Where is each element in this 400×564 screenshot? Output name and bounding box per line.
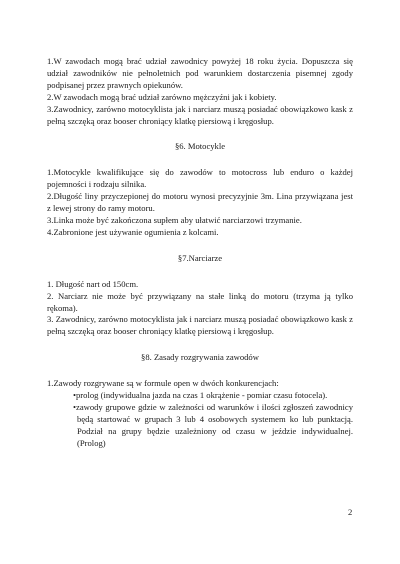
rule-6-1: 1.Motocykle kwalifikujące się do zawodów to motocross lub enduro o każdej pojemności i rodzaju silnika. xyxy=(47,167,353,190)
rule-7-1: 1. Długość nart od 150cm. xyxy=(47,278,139,289)
rule-6-3: 3.Linka może być zakończona supłem aby ułatwić narciarzowi trzymanie. xyxy=(47,214,302,225)
bullet-group-race: •zawody grupowe gdzie w zależności od warunków i ilości zgłoszeń zawodnicy będą startować w grupach 3 lub 4 osobowych systemem ko lub punktacją. Podział na grupy będzie uzależniony od czasu w jeździe indywidualnej. (Prolog) xyxy=(73,401,353,448)
competition-list xyxy=(47,390,353,450)
rule-6-2: 2.Długość liny przyczepionej do motoru wynosi precyzyjnie 3m. Lina przywiązana jest z lewej strony do ramy motoru. xyxy=(47,191,353,214)
section-8-rules xyxy=(47,378,353,449)
document-page xyxy=(47,56,353,450)
section-6-rules xyxy=(47,167,353,238)
rule-6-4: 4.Zabronione jest używanie ogumienia z kolcami. xyxy=(47,226,219,237)
rule-7-3: 3. Zawodnicy, zarówno motocyklista jak i narciarz muszą posiadać obowiązkowo kask z pełną szczęką oraz booser chroniący klatkę piersiową i kręgosłup. xyxy=(47,314,353,337)
bullet-prolog: •prolog (indywidualna jazda na czas 1 okrążenie - pomiar czasu fotocela). xyxy=(73,390,328,401)
rule-5-3: 3.Zawodnicy, zarówno motocyklista jak i narciarz muszą posiadać obowiązkowo kask z pełną szczęką oraz booser chroniący klatkę piersiową i kręgosłup. xyxy=(47,103,353,126)
section-7-rules xyxy=(47,279,353,339)
page-number: 2 xyxy=(348,507,353,517)
rule-8-intro: 1.Zawody rozgrywane są w formule open w dwóch konkurencjach: xyxy=(47,378,279,389)
rule-5-1: 1.W zawodach mogą brać udział zawodnicy powyżej 18 roku życia. Dopuszcza się udział zawodników nie pełnoletnich pod warunkiem dostarczenia pisemnej zgody podpisanej przez prawnych opiekunów. xyxy=(47,56,353,90)
rule-7-2: 2. Narciarz nie może być przywiązany na stałe linką do motoru (trzyma ją tylko rękoma). xyxy=(47,290,353,313)
section-6-heading: §6. Motocykle xyxy=(174,141,226,152)
section-5-rules xyxy=(47,56,353,127)
section-7-heading: §7.Narciarze xyxy=(177,252,223,263)
section-8-heading: §8. Zasady rozgrywania zawodów xyxy=(141,352,259,363)
rule-5-2: 2.W zawodach mogą brać udział zarówno mężczyźni jak i kobiety. xyxy=(47,91,277,102)
